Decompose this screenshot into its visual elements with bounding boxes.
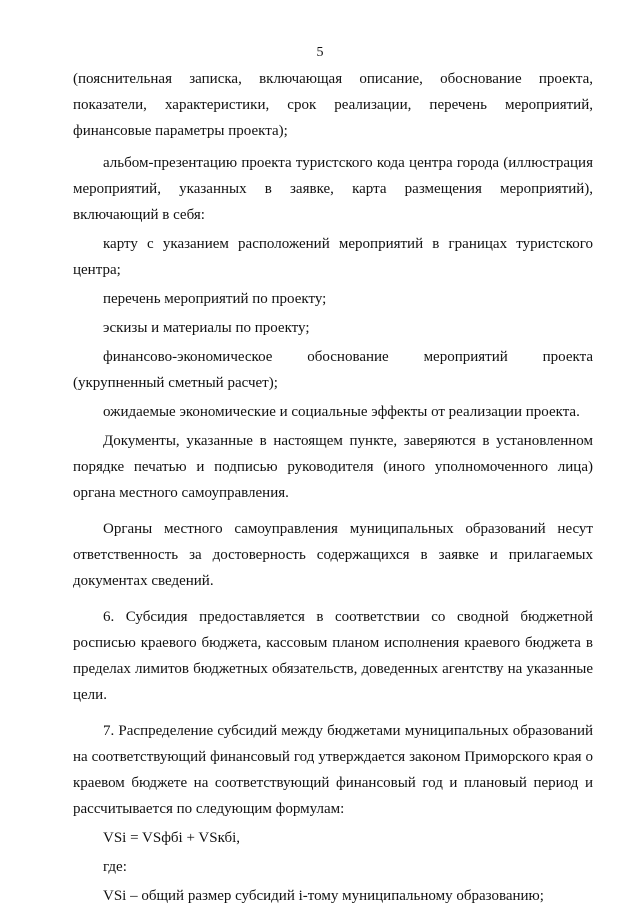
formula: VSi = VSфбi + VSкбi, bbox=[103, 830, 241, 846]
paragraph-map: карту с указанием расположений мероприятий в границах туристского центра; bbox=[73, 236, 593, 278]
document-body bbox=[73, 66, 593, 909]
paragraph-documents-certification: Документы, указанные в настоящем пункте, заверяются в установленном порядке печатью и подписью руководителя (иного уполномоченного лица) органа местного самоуправления. bbox=[73, 433, 593, 501]
paragraph-explanatory-note: (пояснительная записка, включающая описание, обоснование проекта, показатели, характеристики, срок реализации, перечень мероприятий, финансовые параметры проекта); bbox=[73, 71, 593, 139]
formula-definition-vsi: VSi – общий размер субсидий i-тому муниципальному образованию; bbox=[103, 888, 544, 904]
paragraph-album-presentation: альбом-презентацию проекта туристского кода центра города (иллюстрация мероприятий, указанных в заявке, карта размещения мероприятий), включающий в себя: bbox=[73, 155, 593, 223]
formula-where: где: bbox=[103, 859, 127, 875]
paragraph-financial-justification: финансово-экономическое обоснование мероприятий проекта (укрупненный сметный расчет); bbox=[73, 349, 593, 391]
paragraph-responsibility: Органы местного самоуправления муниципальных образований несут ответственность за достоверность содержащихся в заявке и прилагаемых документах сведений. bbox=[73, 521, 593, 589]
paragraph-activities-list: перечень мероприятий по проекту; bbox=[103, 291, 327, 307]
paragraph-expected-effects: ожидаемые экономические и социальные эффекты от реализации проекта. bbox=[103, 404, 580, 420]
paragraph-item-7: 7. Распределение субсидий между бюджетами муниципальных образований на соответствующий финансовый год утверждается законом Приморского края о краевом бюджете на соответствующий финансовый год и плановый период и рассчитывается по следующим формулам: bbox=[73, 723, 593, 817]
paragraph-sketches: эскизы и материалы по проекту; bbox=[103, 320, 310, 336]
page-number: 5 bbox=[316, 45, 324, 60]
paragraph-item-6: 6. Субсидия предоставляется в соответствии со сводной бюджетной росписью краевого бюджета, кассовым планом исполнения краевого бюджета в пределах лимитов бюджетных обязательств, доведенных агентству на указанные цели. bbox=[73, 609, 593, 703]
